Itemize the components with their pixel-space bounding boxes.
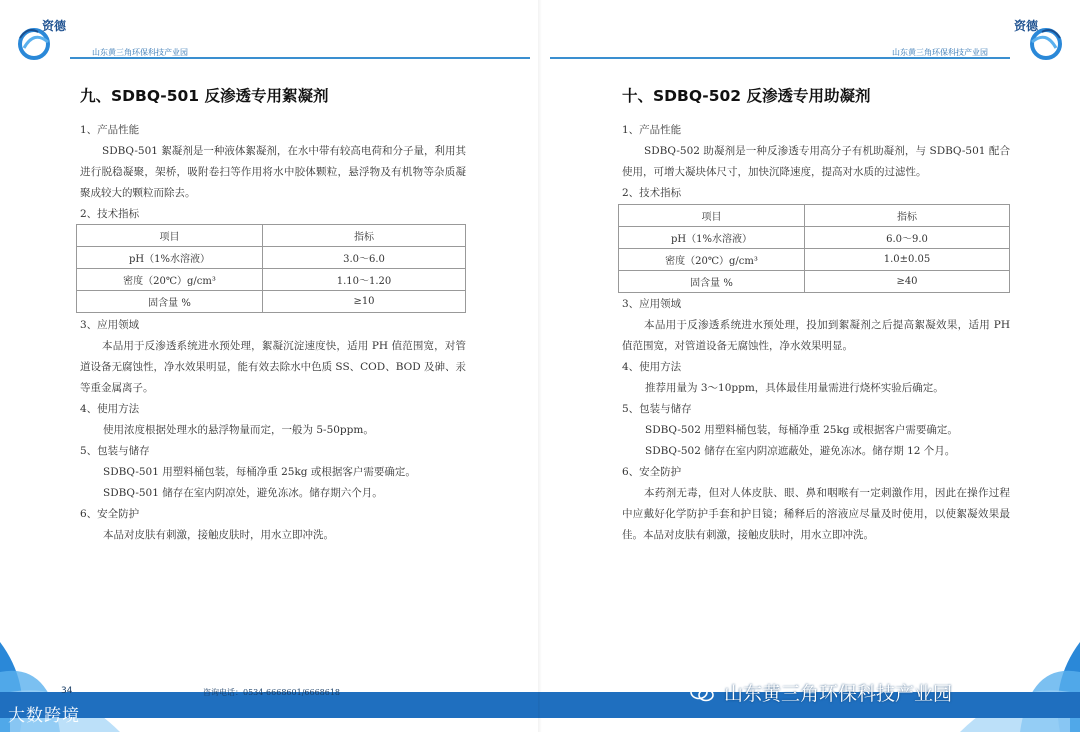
table-header-row [77,225,466,247]
table-header-cell: 指标 [805,205,1010,227]
applications-text: 本品用于反渗透系统进水预处理，絮凝沉淀速度快，适用 PH 值范围宽，对管道设备无腐蚀性，净水效果明显，能有效去除水中色质 SS、COD、BOD 及砷、汞等重金属离子。 [80,340,466,394]
table-cell: pH（1%水溶液） [619,227,805,249]
table-header-cell: 项目 [77,225,263,247]
table-row [619,249,1010,271]
table-row [619,227,1010,249]
section-title: 十、SDBQ-502 反渗透专用助凝剂 [622,87,871,105]
table-header-cell: 指标 [263,225,466,247]
performance-text: SDBQ-501 絮凝剂是一种液体絮凝剂，在水中带有较高电荷和分子量，利用其进行脱稳凝聚，架桥，吸附卷扫等作用将水中胶体颗粒，悬浮物及有机物等杂质凝聚成较大的颗粒而除去。 [80,145,466,199]
table-row [77,291,466,313]
brand-logo-text: 资德 [1013,19,1038,33]
packaging-line-2: SDBQ-501 储存在室内阴凉处，避免冻冰。储存期六个月。 [103,487,383,499]
heading-usage: 4、使用方法 [80,403,140,415]
table-cell: pH（1%水溶液） [77,247,263,269]
brand-logo-text: 资德 [42,19,67,33]
table-row [77,269,466,291]
table-cell: 1.0±0.05 [805,249,1010,271]
table-header-row [619,205,1010,227]
applications-text: 本品用于反渗透系统进水预处理，投加到絮凝剂之后提高絮凝效果，适用 PH 值范围宽，对管道设备无腐蚀性，净水效果明显。 [622,319,1010,352]
section-title: 九、SDBQ-501 反渗透专用絮凝剂 [80,87,329,105]
packaging-line-2: SDBQ-502 储存在室内阴凉遮蔽处，避免冻冰。储存期 12 个月。 [645,445,956,457]
table-cell: ≥40 [805,271,1010,293]
heading-specs: 2、技术指标 [622,187,682,199]
heading-performance: 1、产品性能 [622,124,682,136]
usage-text: 使用浓度根据处理水的悬浮物量而定，一般为 5-50ppm。 [103,424,374,436]
table-cell: 密度（20℃）g/cm³ [619,249,805,271]
header-park-name: 山东黄三角环保科技产业园 [92,48,188,57]
table-cell: 6.0～9.0 [805,227,1010,249]
table-row [77,247,466,269]
header-park-name: 山东黄三角环保科技产业园 [892,48,988,57]
heading-performance: 1、产品性能 [80,124,140,136]
heading-applications: 3、应用领域 [622,298,682,310]
table-header-cell: 项目 [619,205,805,227]
table-cell: 密度（20℃）g/cm³ [77,269,263,291]
table-cell: 固含量 % [619,271,805,293]
heading-usage: 4、使用方法 [622,361,682,373]
watermark-left: 大数跨境 [8,706,80,726]
performance-text: SDBQ-502 助凝剂是一种反渗透专用高分子有机助凝剂，与 SDBQ-501 配合使用，可增大凝块体尺寸，加快沉降速度，提高对水质的过滤性。 [622,145,1010,178]
table-cell: 1.10～1.20 [263,269,466,291]
spec-table [618,204,1010,293]
contact-phone: 咨询电话：0534-6668601/6668618 [203,688,341,697]
heading-packaging: 5、包装与储存 [622,403,692,415]
page-number: 34 [61,686,73,696]
right-page [540,0,1080,732]
usage-text: 推荐用量为 3～10ppm，具体最佳用量需进行烧杯实验后确定。 [645,382,944,394]
heading-safety: 6、安全防护 [80,508,140,520]
heading-packaging: 5、包装与储存 [80,445,150,457]
wechat-icon [690,684,714,702]
safety-text: 本药剂无毒，但对人体皮肤、眼、鼻和咽喉有一定刺激作用，因此在操作过程中应戴好化学防护手套和护目镜；稀释后的溶液应尽量及时使用，以使絮凝效果最佳。本品对皮肤有刺激，接触皮肤时，用水立即冲洗。 [622,487,1010,541]
safety-text: 本品对皮肤有刺激，接触皮肤时，用水立即冲洗。 [103,529,334,541]
table-cell: 3.0～6.0 [263,247,466,269]
spec-table [76,224,466,313]
packaging-line-1: SDBQ-502 用塑料桶包装，每桶净重 25kg 或根据客户需要确定。 [645,424,958,436]
table-cell: ≥10 [263,291,466,313]
table-cell: 固含量 % [77,291,263,313]
table-row [619,271,1010,293]
heading-applications: 3、应用领域 [80,319,140,331]
heading-specs: 2、技术指标 [80,208,140,220]
watermark-right: 山东黄三角环保科技产业园 [724,683,953,705]
packaging-line-1: SDBQ-501 用塑料桶包装，每桶净重 25kg 或根据客户需要确定。 [103,466,416,478]
heading-safety: 6、安全防护 [622,466,682,478]
